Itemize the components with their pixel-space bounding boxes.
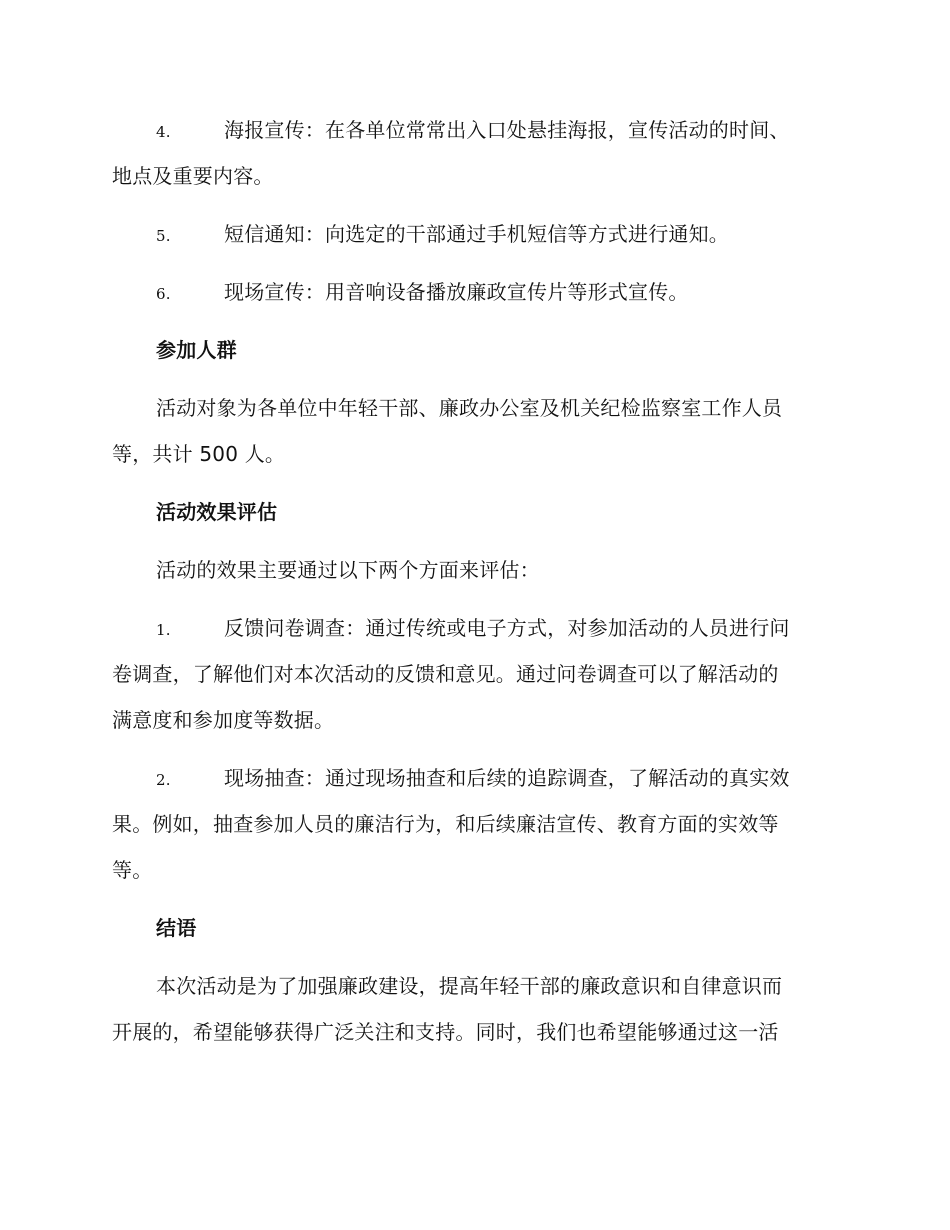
list-item-text: 反馈问卷调查：通过传统或电子方式，对参加活动的人员进行问 <box>224 616 790 640</box>
list-item-continuation: 卷调查，了解他们对本次活动的反馈和意见。通过问卷调查可以了解活动的 <box>112 662 779 686</box>
paragraph-conclusion <box>112 963 834 1055</box>
list-item-number: 6. <box>156 285 171 303</box>
document-body <box>112 107 834 1055</box>
list-item-continuation: 果。例如，抽查参加人员的廉洁行为，和后续廉洁宣传、教育方面的实效等 <box>112 812 779 836</box>
list-item-number: 5. <box>156 227 171 245</box>
paragraph-evaluation-intro: 活动的效果主要通过以下两个方面来评估： <box>156 558 540 582</box>
list-item-continuation: 满意度和参加度等数据。 <box>112 708 335 732</box>
list-item-text: 短信通知：向选定的干部通过手机短信等方式进行通知。 <box>224 222 729 246</box>
paragraph-participants <box>112 385 834 477</box>
section-heading-participants: 参加人群 <box>156 338 237 362</box>
list-item-number: 1. <box>156 621 171 639</box>
section-heading-conclusion: 结语 <box>156 916 197 940</box>
list-item <box>112 755 834 893</box>
paragraph-line: 等，共计 500 人。 <box>112 442 286 466</box>
paragraph-line: 开展的，希望能够获得广泛关注和支持。同时，我们也希望能够通过这一活 <box>112 1020 779 1044</box>
list-item-number: 4. <box>156 123 171 141</box>
list-item-continuation: 地点及重要内容。 <box>112 164 274 188</box>
list-item <box>112 211 834 257</box>
list-item <box>112 605 834 743</box>
list-item-continuation: 等。 <box>112 858 153 882</box>
paragraph-line: 本次活动是为了加强廉政建设，提高年轻干部的廉政意识和自律意识而 <box>156 974 783 998</box>
list-item-text: 现场抽查：通过现场抽查和后续的追踪调查，了解活动的真实效 <box>224 766 790 790</box>
list-item <box>112 107 834 199</box>
list-item-number: 2. <box>156 771 171 789</box>
list-item <box>112 269 834 315</box>
list-item-text: 海报宣传：在各单位常常出入口处悬挂海报，宣传活动的时间、 <box>224 118 790 142</box>
section-heading-evaluation: 活动效果评估 <box>156 500 278 524</box>
list-item-text: 现场宣传：用音响设备播放廉政宣传片等形式宣传。 <box>224 280 689 304</box>
paragraph-line: 活动对象为各单位中年轻干部、廉政办公室及机关纪检监察室工作人员 <box>156 396 783 420</box>
